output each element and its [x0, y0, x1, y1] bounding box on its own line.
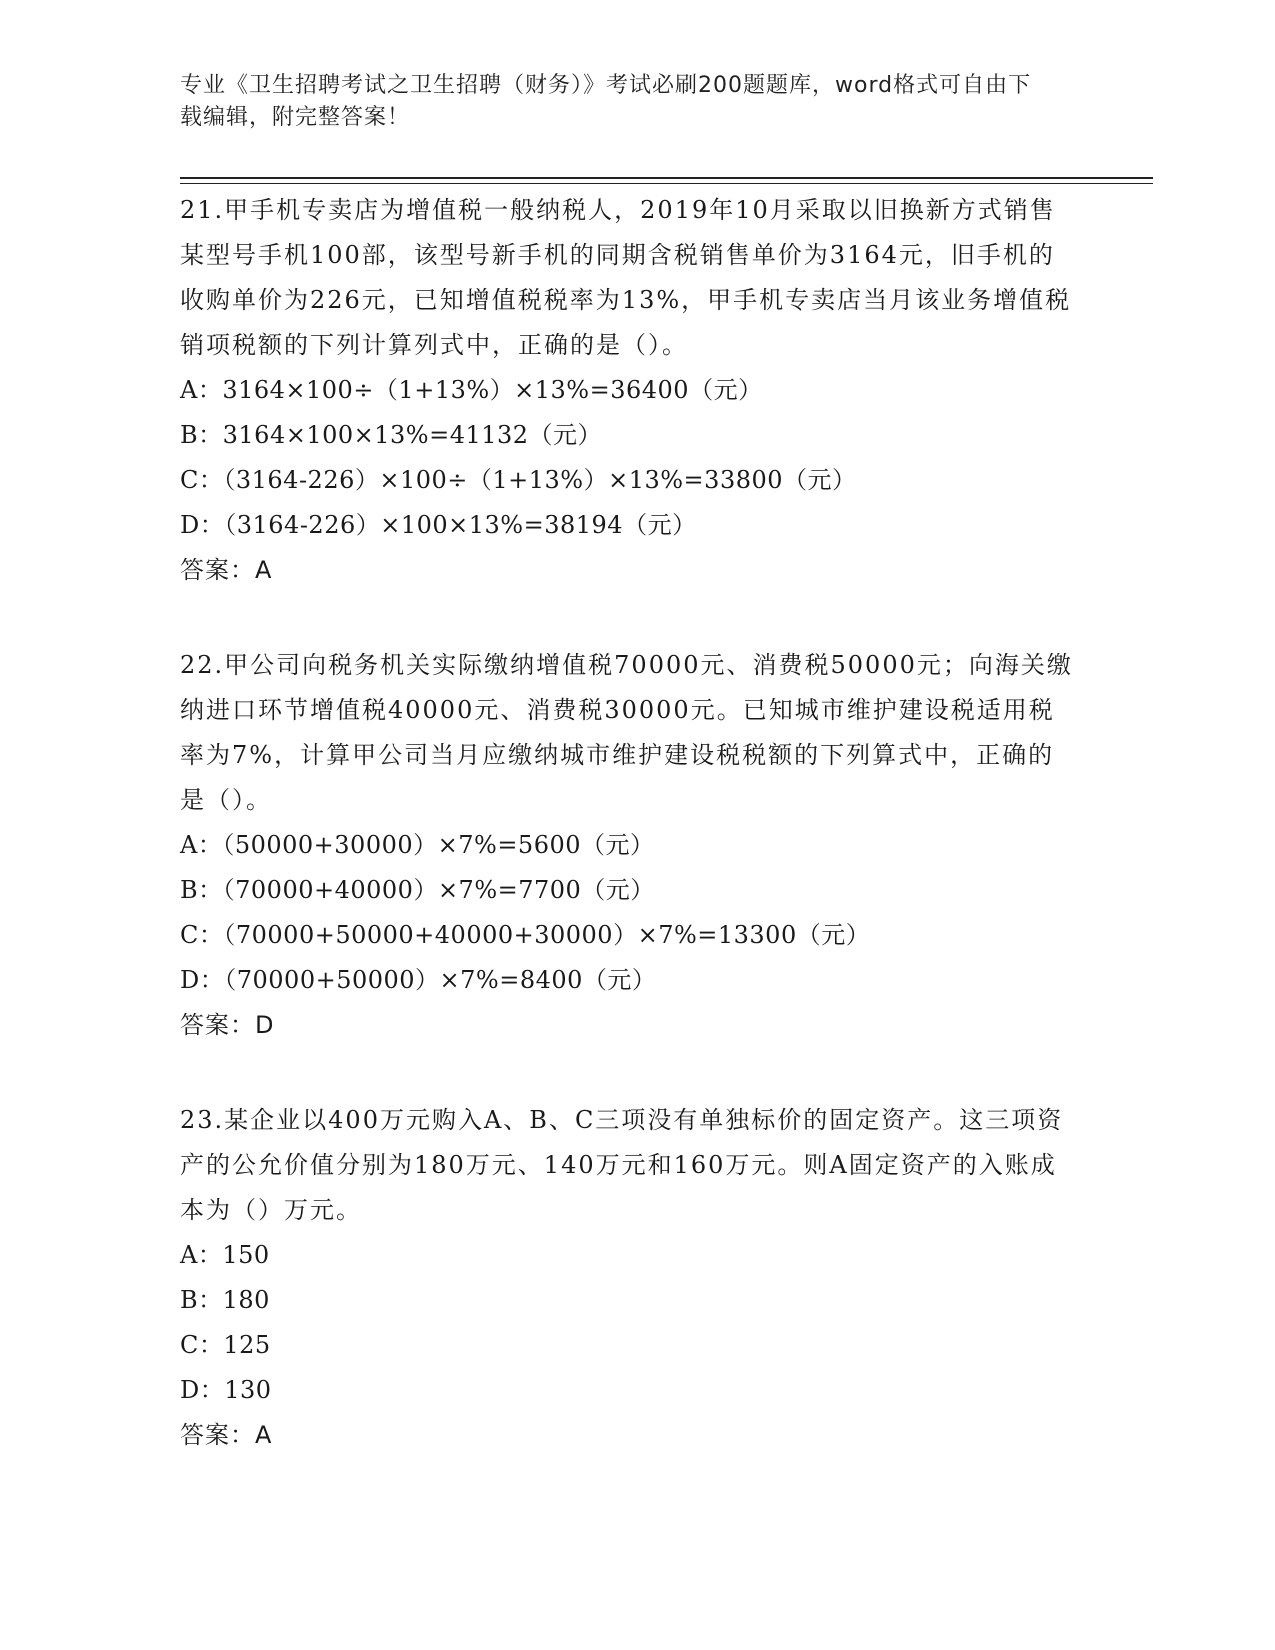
answer: 答案：A — [180, 1421, 273, 1449]
option-c: C：（70000+50000+40000+30000）×7%=13300（元） — [180, 921, 871, 949]
option-a: A：（50000+30000）×7%=5600（元） — [180, 831, 655, 859]
header-rule-thin — [180, 183, 1153, 184]
header-rule-thick — [180, 177, 1153, 179]
question-23 — [180, 1098, 1080, 1458]
option-a: A：3164×100÷（1+13%）×13%=36400（元） — [180, 376, 763, 404]
option-b: B：（70000+40000）×7%=7700（元） — [180, 876, 655, 904]
answer: 答案：D — [180, 1011, 275, 1039]
option-a: A：150 — [180, 1241, 270, 1269]
question-stem: 23.某企业以400万元购入A、B、C三项没有单独标价的固定资产。这三项资产的公允价值分别为180万元、140万元和160万元。则A固定资产的入账成本为（）万元。 — [180, 1106, 1064, 1224]
option-c: C：125 — [180, 1331, 271, 1359]
option-c: C：（3164-226）×100÷（1+13%）×13%=33800（元） — [180, 466, 857, 494]
question-stem: 22.甲公司向税务机关实际缴纳增值税70000元、消费税50000元；向海关缴纳进口环节增值税40000元、消费税30000元。已知城市维护建设税适用税率为7%，计算甲公司当月应缴纳城市维护建设税税额的下列算式中，正确的是（）。 — [180, 651, 1073, 814]
option-b: B：180 — [180, 1286, 270, 1314]
option-b: B：3164×100×13%=41132（元） — [180, 421, 603, 449]
option-d: D：（70000+50000）×7%=8400（元） — [180, 966, 657, 994]
option-d: D：130 — [180, 1376, 272, 1404]
question-stem: 21.甲手机专卖店为增值税一般纳税人，2019年10月采取以旧换新方式销售某型号手机100部，该型号新手机的同期含税销售单价为3164元，旧手机的收购单价为226元，已知增值税税率为13%，甲手机专卖店当月该业务增值税销项税额的下列计算列式中，正确的是（）。 — [180, 196, 1072, 359]
answer: 答案：A — [180, 556, 273, 584]
document-header: 专业《卫生招聘考试之卫生招聘（财务）》考试必刷200题题库，word格式可自由下载编辑，附完整答案！ — [180, 73, 1032, 130]
question-22 — [180, 643, 1080, 1048]
option-d: D：（3164-226）×100×13%=38194（元） — [180, 511, 697, 539]
question-21 — [180, 188, 1080, 593]
